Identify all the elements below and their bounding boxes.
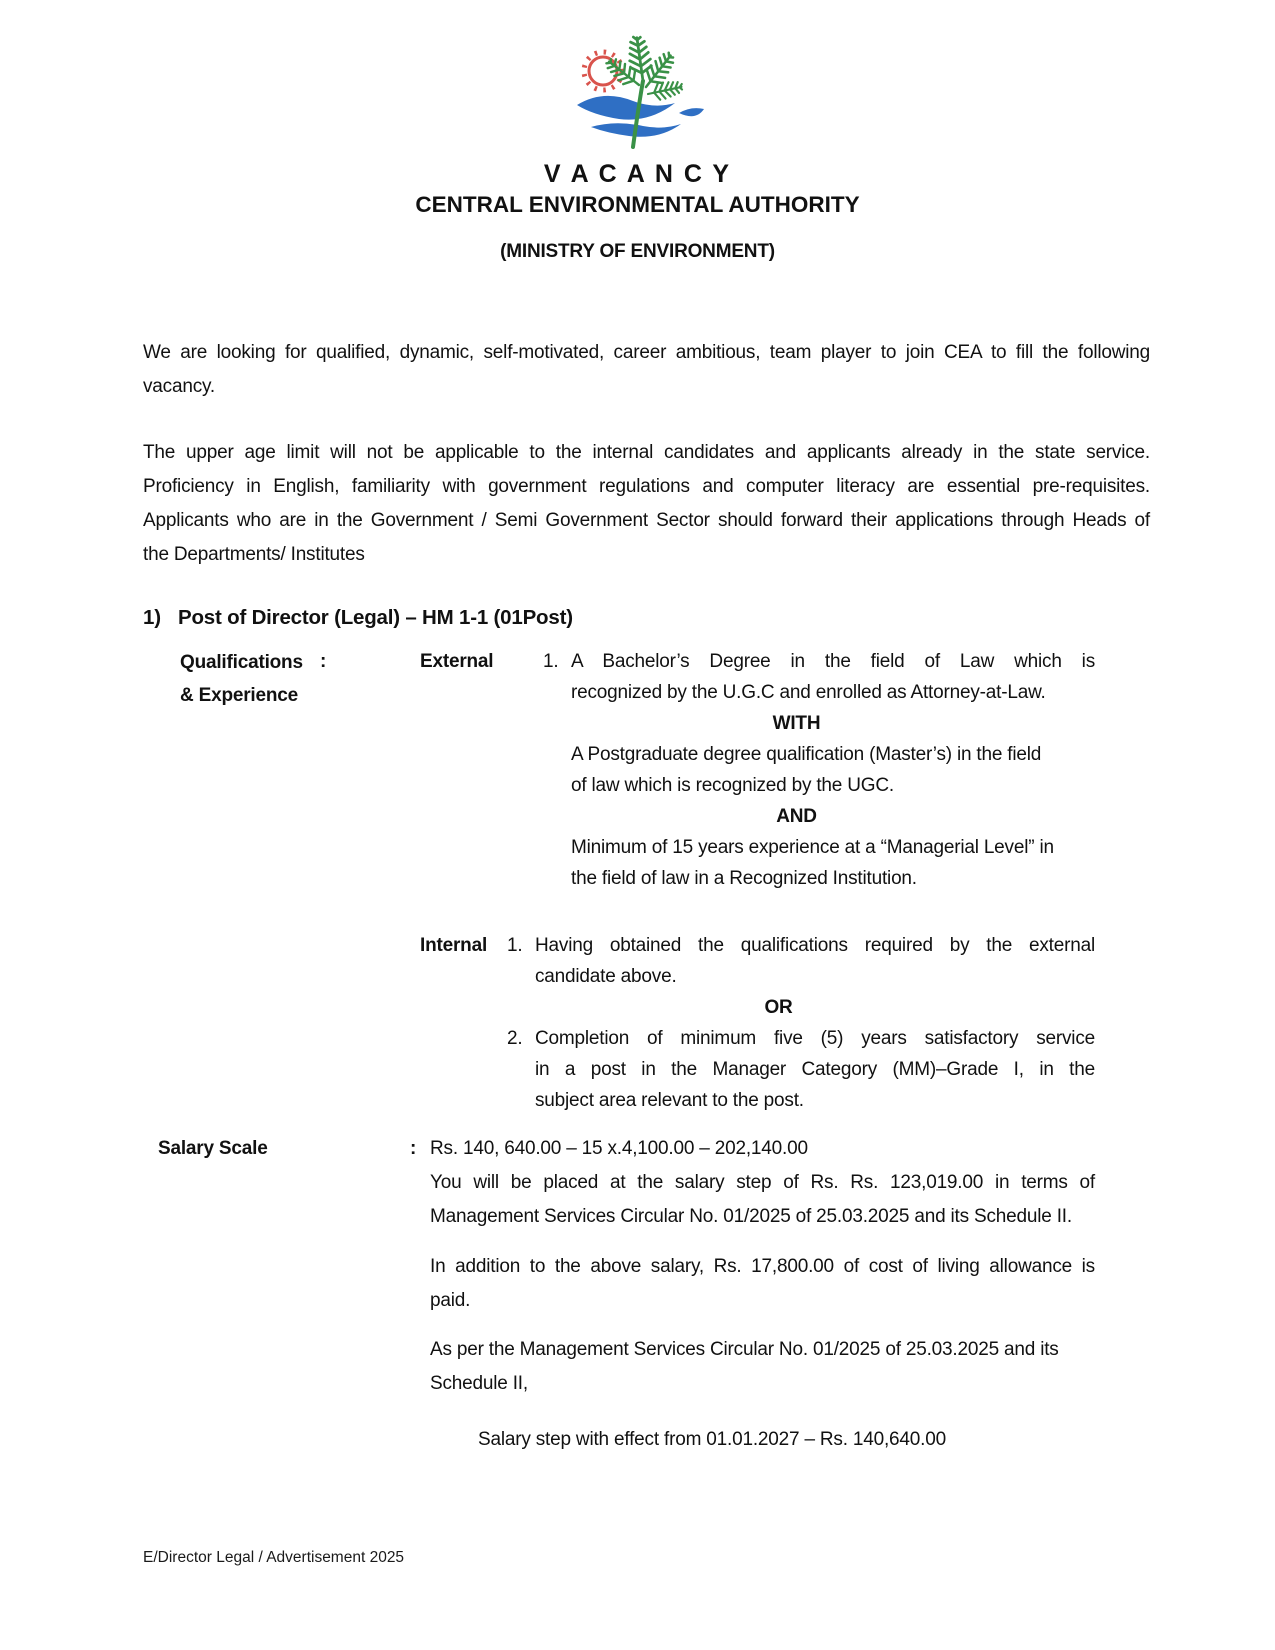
text-line: We are looking for qualified, dynamic, self-motivated, career ambitious, team player to join CEA to fill the following bbox=[143, 342, 1150, 363]
text-line: paid. bbox=[430, 1290, 471, 1311]
text-line: A Postgraduate degree qualification (Master’s) in the field bbox=[571, 744, 1042, 765]
salary-content bbox=[430, 1132, 1095, 1473]
text-line: 2. Completion of minimum five (5) years satisfactory service bbox=[507, 1023, 1095, 1054]
text-line: 1. Having obtained the qualifications required by the external bbox=[507, 930, 1095, 961]
text-line: of law which is recognized by the UGC. bbox=[571, 775, 894, 796]
text-line: Applicants who are in the Government / Semi Government Sector should forward their applications through Heads of bbox=[143, 510, 1150, 531]
list-number: 2. bbox=[507, 1028, 523, 1049]
text-line: candidate above. bbox=[535, 966, 677, 987]
qualifications-label: Qualifications & Experience bbox=[180, 652, 303, 706]
post-heading-text: Post of Director (Legal) – HM 1-1 (01Post) bbox=[178, 606, 573, 629]
post-heading bbox=[143, 605, 1150, 631]
text-line: in a post in the Manager Category (MM)–Grade I, in the bbox=[535, 1059, 1095, 1080]
salary-scale-text bbox=[430, 1132, 1095, 1234]
external-qualifications bbox=[543, 646, 1095, 894]
text-line: Salary step with effect from 01.01.2027 – Rs. 140,640.00 bbox=[478, 1429, 946, 1450]
salary-scale-row bbox=[143, 1132, 1150, 1473]
vacancy-title: V A C A N C Y bbox=[543, 160, 732, 188]
authority-title: CENTRAL ENVIRONMENTAL AUTHORITY bbox=[415, 192, 860, 217]
circular-reference-text bbox=[430, 1333, 1095, 1401]
intro-paragraph-2 bbox=[143, 436, 1150, 572]
list-number: 1. bbox=[507, 935, 523, 956]
text-line: Management Services Circular No. 01/2025 of 25.03.2025 and its Schedule II. bbox=[430, 1206, 1072, 1227]
cea-logo bbox=[563, 33, 713, 151]
logo-container bbox=[0, 0, 1275, 151]
text-line: You will be placed at the salary step of Rs. Rs. 123,019.00 in terms of bbox=[430, 1172, 1095, 1193]
qualifications-internal-row bbox=[143, 930, 1150, 1116]
document-body bbox=[0, 336, 1275, 1473]
internal-label: Internal bbox=[420, 935, 488, 956]
text-line: WITH bbox=[772, 713, 821, 734]
text-line: 1. A Bachelor’s Degree in the field of Law which is bbox=[543, 646, 1095, 677]
qualifications-external-row bbox=[143, 646, 1150, 894]
footer-reference: E/Director Legal / Advertisement 2025 bbox=[143, 1549, 405, 1566]
salary-scale-label: Salary Scale bbox=[158, 1138, 268, 1159]
text-line: In addition to the above salary, Rs. 17,800.00 of cost of living allowance is bbox=[430, 1256, 1095, 1277]
post-number: 1) bbox=[143, 606, 161, 629]
list-number: 1. bbox=[543, 651, 559, 672]
text-line: The upper age limit will not be applicable to the internal candidates and applicants already in the state service. bbox=[143, 442, 1150, 463]
qualifications-colon: : bbox=[320, 651, 327, 672]
document-header bbox=[0, 0, 1275, 263]
text-line: OR bbox=[764, 997, 793, 1018]
text-line: Rs. 140, 640.00 – 15 x.4,100.00 – 202,140.00 bbox=[430, 1138, 808, 1159]
salary-step-text bbox=[430, 1423, 1095, 1457]
text-line: recognized by the U.G.C and enrolled as Attorney-at-Law. bbox=[571, 682, 1046, 703]
internal-qualifications bbox=[507, 930, 1095, 1116]
salary-scale-colon: : bbox=[410, 1138, 417, 1159]
text-line: Schedule II, bbox=[430, 1373, 528, 1394]
text-line: Minimum of 15 years experience at a “Managerial Level” in bbox=[571, 837, 1054, 858]
text-line: As per the Management Services Circular No. 01/2025 of 25.03.2025 and its bbox=[430, 1339, 1059, 1360]
cost-of-living-text bbox=[430, 1250, 1095, 1318]
text-line: Proficiency in English, familiarity with government regulations and computer literacy are essential pre-requisites. bbox=[143, 476, 1150, 497]
text-line: AND bbox=[776, 806, 817, 827]
ministry-subtitle: (MINISTRY OF ENVIRONMENT) bbox=[500, 241, 775, 262]
external-label: External bbox=[420, 651, 494, 672]
text-line: the Departments/ Institutes bbox=[143, 544, 365, 565]
intro-paragraph-1 bbox=[143, 336, 1150, 404]
text-line: subject area relevant to the post. bbox=[535, 1090, 804, 1111]
text-line: vacancy. bbox=[143, 376, 215, 397]
text-line: the field of law in a Recognized Institution. bbox=[571, 868, 917, 889]
